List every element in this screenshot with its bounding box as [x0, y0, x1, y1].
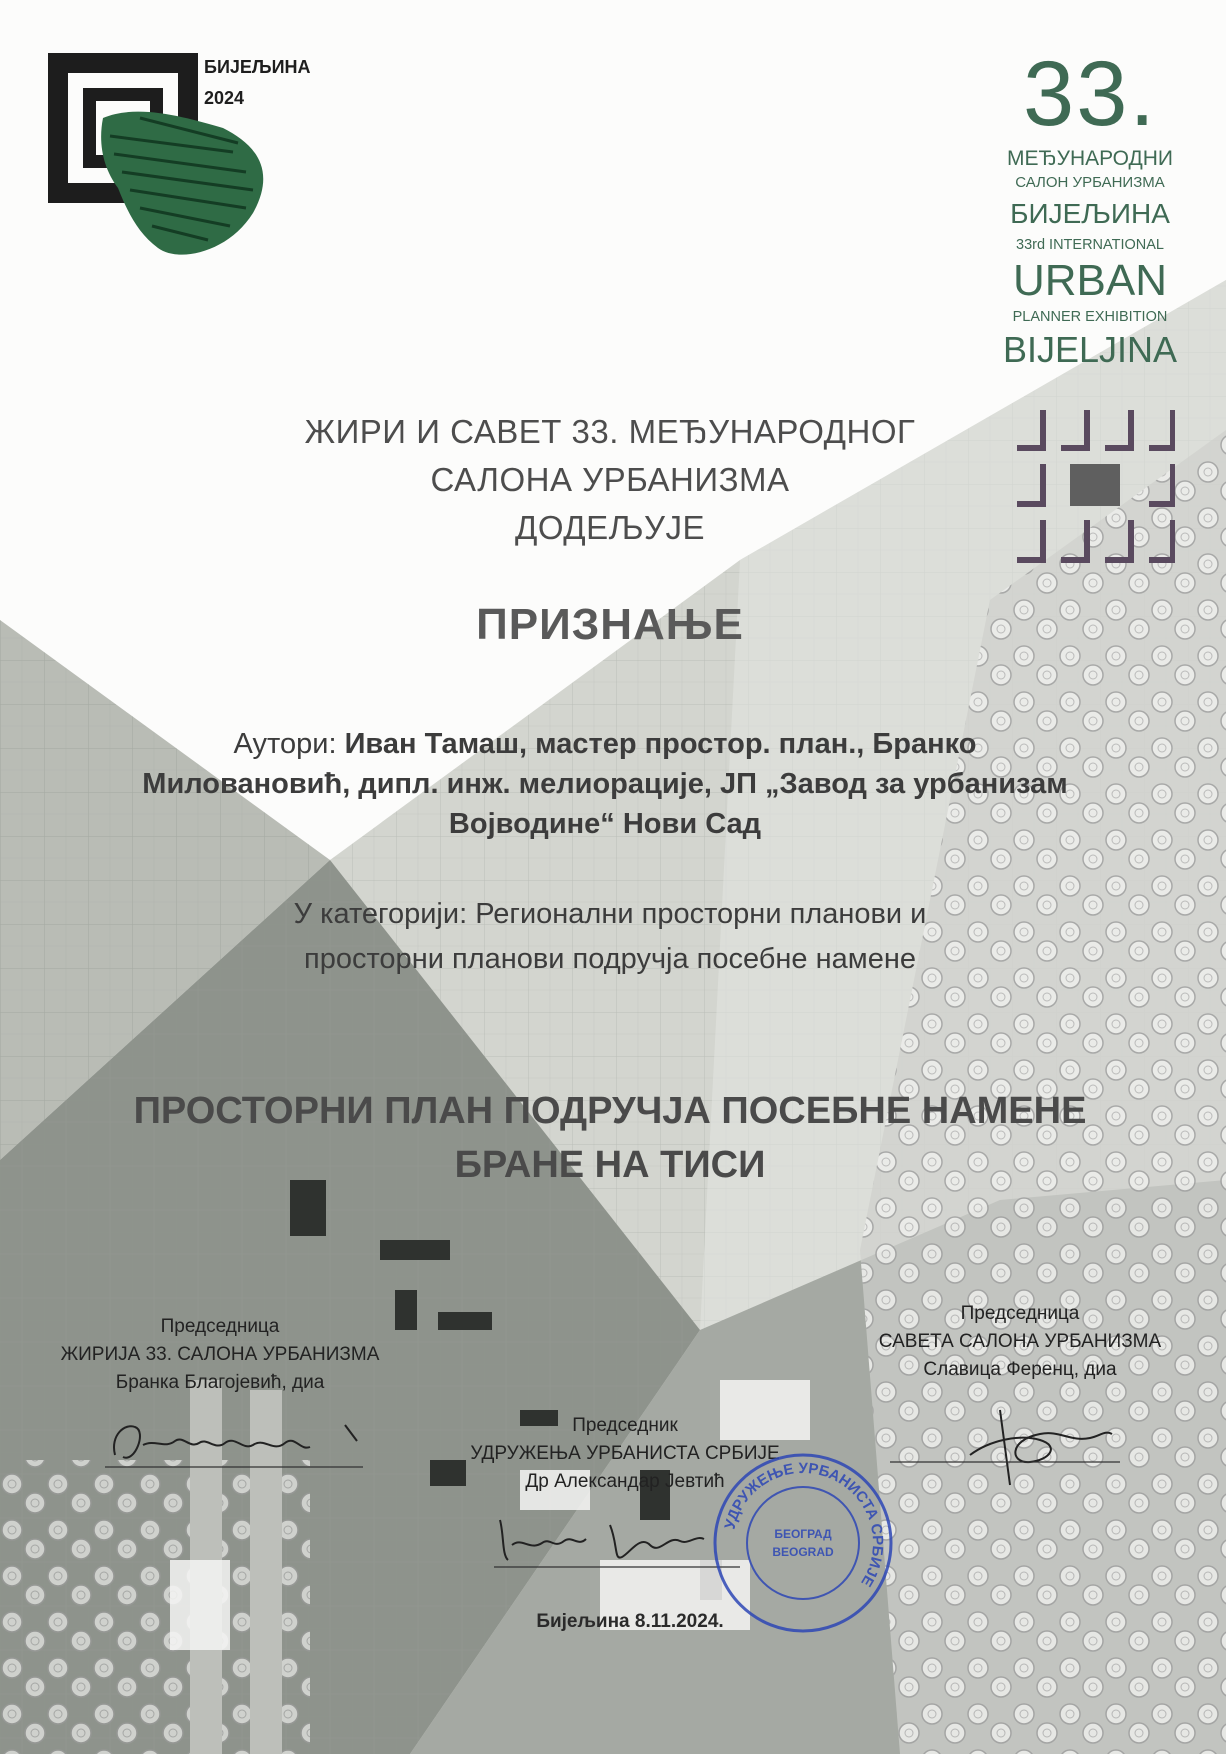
event-line3: БИЈЕЉИНА [1010, 198, 1170, 229]
jury-line: САЛОНА УРБАНИЗМА [430, 461, 790, 498]
event-number: 33. [1023, 43, 1157, 145]
svg-text:УДРУЖЕЊЕ УРБАНИСТА СРБИЈЕ [721, 1460, 886, 1589]
authors-label: Аутори: [233, 728, 337, 760]
stamp-ring-text: УДРУЖЕЊЕ УРБАНИСТА СРБИЈЕ [721, 1459, 887, 1590]
jury-president-signature [95, 1405, 375, 1485]
event-line5: URBAN [1012, 256, 1168, 305]
council-president-title: Председница [960, 1303, 1080, 1324]
project-line: ПРОСТОРНИ ПЛАН ПОДРУЧЈА ПОСЕБНЕ НАМЕНЕ [133, 1090, 1087, 1132]
logo-city: БИЈЕЉИНА [204, 57, 311, 77]
event-line2: САЛОН УРБАНИЗМА [1015, 174, 1165, 191]
category-block [120, 892, 1100, 982]
event-line4: 33rd INTERNATIONAL [1016, 237, 1164, 253]
association-president-name: Др Александар Јевтић [525, 1471, 725, 1492]
category-line: просторни планови подручја посебне намене [304, 943, 916, 975]
project-line: БРАНЕ НА ТИСИ [454, 1144, 766, 1186]
jury-president-role: ЖИРИЈА 33. САЛОНА УРБАНИЗМА [60, 1344, 380, 1365]
logo-caption [204, 52, 311, 114]
event-line6: PLANNER EXHIBITION [1012, 309, 1168, 325]
authors-block [60, 724, 1150, 844]
authors-line-1 [60, 724, 1150, 764]
authors-line-3: Војводине“ Нови Сад [448, 808, 762, 840]
association-president-title: Председник [572, 1415, 678, 1436]
council-president-role: САВЕТА САЛОНА УРБАНИЗМА [878, 1331, 1162, 1352]
award-title: ПРИЗНАЊЕ [476, 600, 744, 649]
issue-date: Бијељина 8.11.2024. [536, 1611, 724, 1632]
authors-names-1: Иван Тамаш, мастер простор. план., Бранко [344, 728, 977, 760]
jury-president-title: Председница [160, 1316, 280, 1337]
council-president-name: Славица Ференц, диа [923, 1359, 1117, 1380]
association-stamp [708, 1448, 898, 1638]
stamp-center-line-1: БЕОГРАД [774, 1527, 832, 1541]
jury-heading [180, 408, 1040, 552]
jury-line: ДОДЕЉУЈЕ [514, 509, 705, 546]
association-president-role: УДРУЖЕЊА УРБАНИСТА СРБИЈЕ [470, 1443, 780, 1464]
logo-year: 2024 [204, 88, 245, 108]
event-branding [990, 42, 1190, 372]
category-line: У категорији: Регионални просторни планови и [293, 898, 927, 930]
authors-line-2: Миловановић, дипл. инж. мелиорације, ЈП „Завод за урбанизам [142, 768, 1068, 800]
project-title [60, 1084, 1160, 1192]
event-line1: МЕЂУНАРОДНИ [1006, 147, 1174, 170]
jury-line: ЖИРИ И САВЕТ 33. МЕЂУНАРОДНОГ [304, 413, 916, 450]
council-president-block [840, 1300, 1200, 1384]
council-president-signature [890, 1400, 1130, 1490]
stamp-center-line-2: BEOGRAD [772, 1545, 834, 1559]
jury-president-name: Бранка Благојевић, диа [115, 1372, 325, 1393]
event-line7: BIJELJINA [1002, 329, 1178, 370]
jury-president-block [20, 1313, 420, 1397]
